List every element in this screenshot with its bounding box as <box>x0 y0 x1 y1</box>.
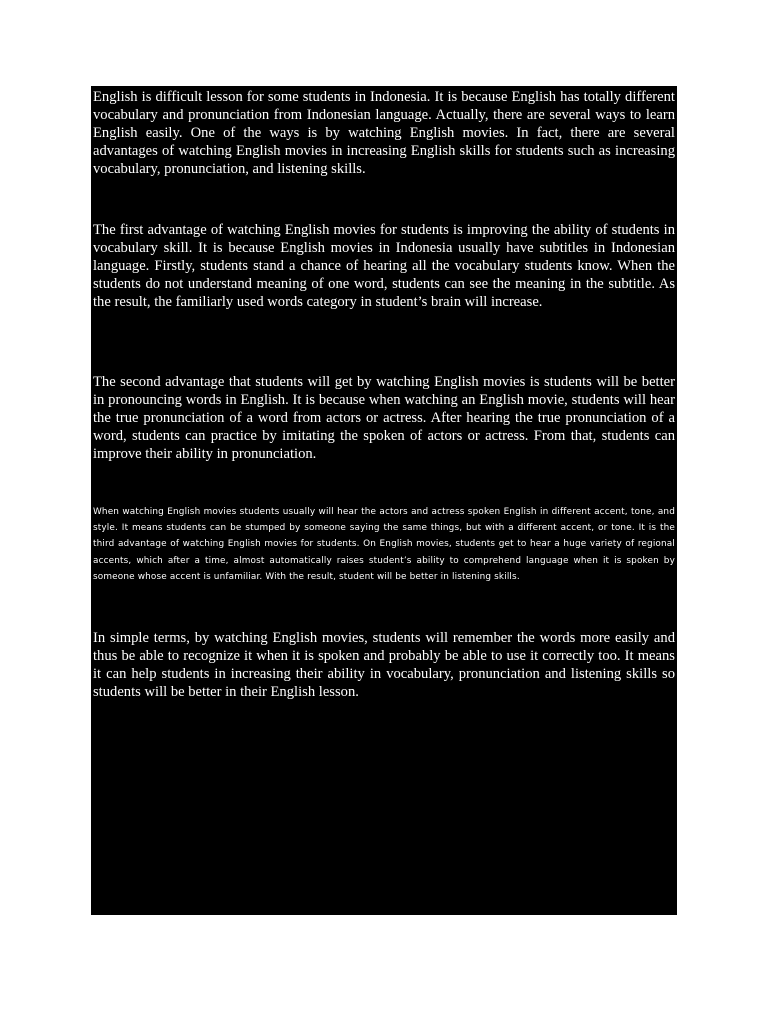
paragraph-listening-advantage: When watching English movies students usually will hear the actors and actress spoken English in different accent, tone, and style. It means students can be stumped by someone saying the same things, but with a different accent, or tone. It is the third advantage of watching English movies for students. On English movies, students get to hear a huge variety of regional accents, which after a time, almost automatically raises student’s ability to comprehend language when it is spoken by someone whose accent is unfamiliar. With the result, student will be better in listening skills. <box>93 507 675 582</box>
paragraph-pronunciation-advantage: The second advantage that students will get by watching English movies is students will be better in pronouncing words in English. It is because when watching an English movie, students will hear the true pronunciation of a word from actors or actress. After hearing the true pronunciation of a word, students can practice by imitating the spoken of actors or actress. From that, students can improve their ability in pronunciation. <box>93 374 675 463</box>
paragraph-conclusion: In simple terms, by watching English movies, students will remember the words more easily and thus be able to recognize it when it is spoken and probably be able to use it correctly too. It means it can help students in increasing their ability in vocabulary, pronunciation and listening skills so students will be better in their English lesson. <box>93 630 675 701</box>
paragraph-vocabulary-advantage: The first advantage of watching English movies for students is improving the ability of students in vocabulary skill. It is because English movies in Indonesia usually have subtitles in Indonesian language. Firstly, students stand a chance of hearing all the vocabulary students know. When the students do not understand meaning of one word, students can see the meaning in the subtitle. As the result, the familiarly used words category in student’s brain will increase. <box>93 222 675 311</box>
paragraph-introduction: English is difficult lesson for some students in Indonesia. It is because English has totally different vocabulary and pronunciation from Indonesian language. Actually, there are several ways to learn English easily. One of the ways is by watching English movies. In fact, there are several advantages of watching English movies in increasing English skills for students such as increasing vocabulary, pronunciation, and listening skills. <box>93 89 675 178</box>
document-text-block <box>91 86 677 915</box>
